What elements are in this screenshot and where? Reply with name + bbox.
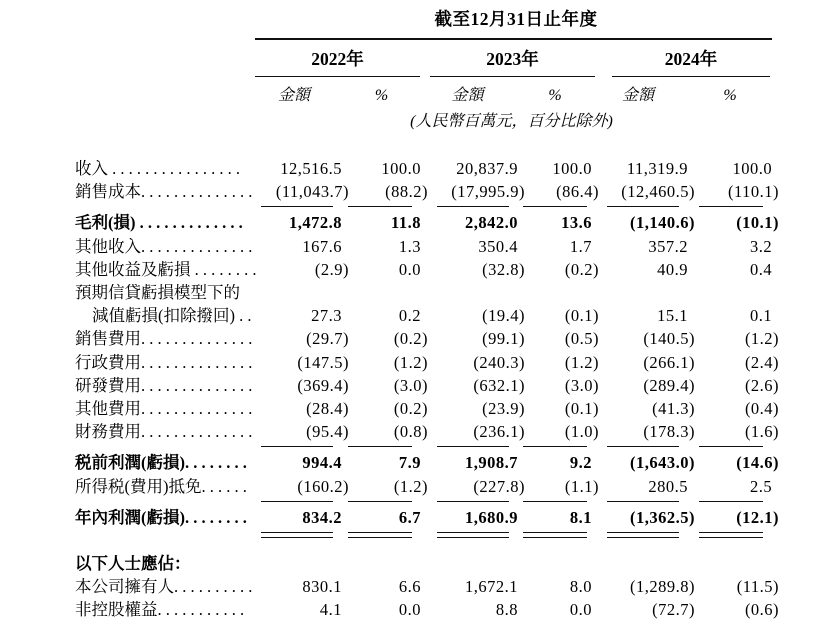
header-spacer <box>75 42 255 77</box>
percent-header-2023: % <box>548 87 562 104</box>
cell-2024-percent <box>693 506 780 529</box>
cell-2022-amount: 12,516.5 <box>280 159 342 178</box>
rule-cell <box>255 529 347 538</box>
negative-value: (41.3) <box>652 399 695 419</box>
cell-2022-percent <box>347 351 426 374</box>
cell-2023-percent: 1.7 <box>569 236 592 256</box>
cell-2022-amount: 834.2 <box>302 507 342 527</box>
cell-2024-percent <box>693 281 777 304</box>
document-page <box>0 6 835 620</box>
cell-2024-percent: 3.2 <box>749 236 773 256</box>
negative-value: (14.6) <box>736 453 780 473</box>
cell-2023-amount: 350.4 <box>478 236 518 256</box>
negative-value: (2.6) <box>744 375 780 395</box>
negative-value: (88.2) <box>385 182 428 202</box>
column-rule <box>437 501 509 502</box>
amount-header-2024: 金額 <box>621 87 654 104</box>
negative-value: (1.2) <box>564 352 599 372</box>
cell-2023-amount: 2,842.0 <box>465 213 518 233</box>
negative-value: (17,995.9) <box>451 182 525 202</box>
cell-2022-percent: 6.6 <box>398 577 421 597</box>
cell-2022-percent <box>347 281 426 304</box>
row-label: 其他收入. . . . . . . . . . . . . . <box>75 236 253 256</box>
cell-2022-percent: 0.0 <box>398 600 421 620</box>
cell-2023-percent: 0.0 <box>569 600 592 620</box>
cell-2023-percent <box>523 327 597 350</box>
cell-2024-amount <box>597 180 693 203</box>
rule-cell <box>597 443 693 451</box>
negative-value: (266.1) <box>643 352 695 372</box>
table-row <box>75 180 777 203</box>
row-label: 行政費用. . . . . . . . . . . . . . <box>75 352 253 372</box>
rule-cell <box>597 529 693 538</box>
cell-2024-amount <box>597 374 693 397</box>
unit-note-row <box>75 105 777 129</box>
cell-2024-amount <box>597 575 693 598</box>
row-label: 其他費用. . . . . . . . . . . . . . <box>75 399 253 419</box>
cell-2023-percent: 13.6 <box>561 213 592 233</box>
negative-value: (99.1) <box>482 329 525 349</box>
row-label: 銷售費用. . . . . . . . . . . . . . <box>75 329 253 349</box>
rule-cell <box>597 498 693 506</box>
cell-2022-amount <box>255 538 347 575</box>
header-spacer <box>255 105 347 129</box>
negative-value: (29.7) <box>306 329 349 349</box>
cell-2023-percent <box>523 397 597 420</box>
negative-value: (23.9) <box>482 399 525 419</box>
negative-value: (0.6) <box>744 600 780 620</box>
cell-2024-amount <box>597 327 693 350</box>
table-row <box>75 397 777 420</box>
table-header <box>75 6 777 157</box>
cell-2022-amount <box>255 351 347 374</box>
cell-2023-percent <box>523 420 597 443</box>
header-rule <box>255 38 772 40</box>
cell-2022-amount <box>255 397 347 420</box>
rule-cell <box>347 203 426 211</box>
cell-2023-amount <box>426 258 523 281</box>
column-rule <box>523 446 587 447</box>
column-rule <box>348 206 412 207</box>
negative-value: (3.0) <box>393 375 428 395</box>
rule-cell <box>523 203 597 211</box>
cell-2022-amount <box>255 327 347 350</box>
cell-2022-percent: 6.7 <box>398 507 421 527</box>
negative-value: (1.2) <box>393 476 428 496</box>
table-row <box>75 475 777 498</box>
table-row <box>75 157 777 180</box>
cell-2022-amount <box>255 420 347 443</box>
cell-2024-percent <box>693 420 780 443</box>
table-row <box>75 374 777 397</box>
negative-value: (1.6) <box>744 422 780 442</box>
cell-2023-percent <box>523 351 597 374</box>
cell-2023-percent: 9.2 <box>569 453 592 473</box>
negative-value: (12,460.5) <box>621 182 695 202</box>
negative-value: (240.3) <box>473 352 525 372</box>
rule-cell <box>426 498 523 506</box>
cell-2023-percent: 8.0 <box>569 577 592 597</box>
row-label: 研發費用. . . . . . . . . . . . . . <box>75 375 253 395</box>
table-row <box>75 304 777 327</box>
negative-value: (1,140.6) <box>630 213 695 233</box>
column-rule <box>607 501 679 502</box>
year-header-row <box>75 42 777 77</box>
negative-value: (1.0) <box>564 422 599 442</box>
cell-2023-amount <box>426 374 523 397</box>
cell-2024-percent <box>693 351 780 374</box>
negative-value: (160.2) <box>297 476 349 496</box>
rule-cell <box>693 529 777 538</box>
row-label: 非控股權益. . . . . . . . . . . <box>75 600 245 620</box>
row-label: 毛利(損) . . . . . . . . . . . . . <box>75 213 243 233</box>
table-row <box>75 451 777 474</box>
rule-cell <box>347 529 426 538</box>
negative-value: (3.0) <box>564 375 599 395</box>
rule-spacer <box>75 498 255 506</box>
negative-value: (1.2) <box>393 352 428 372</box>
cell-2024-amount: 11,319.9 <box>626 159 688 178</box>
cell-2024-amount: 357.2 <box>648 236 688 256</box>
column-rule <box>607 206 679 207</box>
amount-header-2023: 金額 <box>451 87 484 104</box>
rule-row <box>75 203 777 211</box>
cell-2024-percent <box>693 327 780 350</box>
rule-cell <box>255 203 347 211</box>
cell-2023-amount: 1,908.7 <box>465 453 518 473</box>
cell-2023-amount: 20,837.9 <box>456 159 518 178</box>
negative-value: (72.7) <box>652 600 695 620</box>
rule-spacer <box>75 443 255 451</box>
year-2022-cell <box>255 42 426 77</box>
unit-note-cell <box>410 105 613 130</box>
table-body <box>75 157 780 622</box>
column-rule <box>523 501 587 502</box>
cell-2024-percent <box>693 211 780 234</box>
negative-value: (32.8) <box>482 259 525 279</box>
table-row <box>75 506 777 529</box>
rule-cell <box>426 443 523 451</box>
cell-2023-percent <box>523 304 597 327</box>
column-rule <box>699 206 763 207</box>
header-spacer <box>75 77 255 105</box>
negative-value: (0.5) <box>564 329 599 349</box>
cell-2024-percent <box>693 451 780 474</box>
cell-2024-amount: 15.1 <box>657 306 688 326</box>
year-2022-label: 2022年 <box>255 42 420 77</box>
cell-2022-percent: 0.0 <box>398 259 421 279</box>
column-rule <box>523 206 587 207</box>
cell-2022-percent: 100.0 <box>381 159 421 178</box>
negative-value: (0.2) <box>564 259 599 279</box>
negative-value: (1,643.0) <box>630 453 695 473</box>
cell-2024-percent: 100.0 <box>732 159 773 178</box>
negative-value: (110.1) <box>728 182 780 202</box>
cell-2023-percent <box>523 475 597 498</box>
row-label: 其他收益及虧損 . . . . . . . . <box>75 259 257 279</box>
negative-value: (11,043.7) <box>275 182 349 202</box>
column-rule <box>261 501 333 502</box>
row-label: 本公司擁有人. . . . . . . . . . <box>75 577 253 597</box>
cell-2023-amount <box>426 304 523 327</box>
rule-cell <box>347 498 426 506</box>
rule-row <box>75 443 777 451</box>
negative-value: (236.1) <box>473 422 525 442</box>
table-row <box>75 235 777 258</box>
cell-2022-amount <box>255 258 347 281</box>
cell-2022-amount <box>255 180 347 203</box>
cell-2023-amount <box>426 538 523 575</box>
cell-2022-percent <box>347 538 426 575</box>
cell-2022-percent <box>347 475 426 498</box>
cell-2022-percent: 7.9 <box>398 453 421 473</box>
column-rule <box>261 446 333 447</box>
cell-2022-amount <box>255 374 347 397</box>
table-row <box>75 420 777 443</box>
cell-2022-percent <box>347 327 426 350</box>
cell-2024-percent: 0.4 <box>749 259 773 279</box>
cell-2023-amount <box>426 327 523 350</box>
negative-value: (0.2) <box>393 329 428 349</box>
row-label: 以下人士應佔： <box>75 554 191 574</box>
row-label: 所得税(費用)抵免. . . . . . <box>75 476 247 496</box>
period-title-row <box>75 6 777 38</box>
table-row <box>75 211 777 234</box>
cell-2022-percent <box>347 397 426 420</box>
row-label: 銷售成本. . . . . . . . . . . . . . <box>75 182 253 202</box>
negative-value: (147.5) <box>297 352 349 372</box>
cell-2024-percent: 2.5 <box>749 476 773 496</box>
rule-row <box>75 498 777 506</box>
row-label: 收入 . . . . . . . . . . . . . . . . <box>75 159 240 178</box>
negative-value: (2.4) <box>744 352 780 372</box>
negative-value: (2.9) <box>314 259 349 279</box>
negative-value: (178.3) <box>643 422 695 442</box>
cell-2023-percent <box>523 180 597 203</box>
column-rule <box>699 446 763 447</box>
cell-2024-percent <box>693 180 780 203</box>
cell-2022-amount: 994.4 <box>302 453 342 473</box>
rule-spacer <box>75 203 255 211</box>
cell-2024-percent <box>693 598 780 621</box>
cell-2022-amount <box>255 281 347 304</box>
column-rule <box>699 501 763 502</box>
unit-note: (人民幣百萬元，百分比除外) <box>410 113 613 130</box>
header-spacer <box>75 6 255 38</box>
negative-value: (1.1) <box>564 476 599 496</box>
rule-cell <box>255 443 347 451</box>
cell-2022-amount: 27.3 <box>311 306 342 326</box>
column-rule <box>348 446 412 447</box>
cell-2024-percent <box>693 575 780 598</box>
rule-cell <box>693 498 777 506</box>
row-label: 預期信貸虧損模型下的 <box>75 283 240 303</box>
rule-cell <box>426 529 523 538</box>
cell-2024-amount <box>597 538 693 575</box>
percent-header-2024: % <box>723 87 737 104</box>
cell-2023-amount <box>426 180 523 203</box>
negative-value: (0.2) <box>393 399 428 419</box>
negative-value: (86.4) <box>556 182 599 202</box>
column-rule <box>437 206 509 207</box>
negative-value: (12.1) <box>736 507 780 527</box>
cell-2023-amount: 8.8 <box>495 600 518 620</box>
amount-header-2022: 金額 <box>277 87 310 104</box>
subheader-row <box>75 77 777 105</box>
table-row <box>75 538 777 575</box>
year-2024-label: 2024年 <box>612 42 770 77</box>
cell-2023-amount <box>426 475 523 498</box>
header-spacer <box>75 105 255 129</box>
financial-summary-table <box>75 6 780 622</box>
rule-cell <box>255 498 347 506</box>
year-2024-cell <box>597 42 777 77</box>
rule-cell <box>693 443 777 451</box>
cell-2024-amount <box>597 397 693 420</box>
cell-2024-amount <box>597 281 693 304</box>
cell-2022-percent <box>347 420 426 443</box>
negative-value: (0.8) <box>393 422 428 442</box>
cell-2023-percent <box>523 258 597 281</box>
negative-value: (1,289.8) <box>630 577 695 597</box>
cell-2023-amount: 1,680.9 <box>465 507 518 527</box>
table-row <box>75 351 777 374</box>
cell-2024-percent <box>693 538 777 575</box>
cell-2023-amount <box>426 351 523 374</box>
negative-value: (11.5) <box>736 577 780 597</box>
negative-value: (1.2) <box>744 329 780 349</box>
cell-2024-percent <box>693 374 780 397</box>
cell-2023-amount <box>426 420 523 443</box>
cell-2024-percent <box>693 397 780 420</box>
rule-cell <box>523 529 597 538</box>
cell-2022-percent: 1.3 <box>398 236 421 256</box>
cell-2023-percent <box>523 538 597 575</box>
negative-value: (289.4) <box>643 375 695 395</box>
cell-2022-amount <box>255 475 347 498</box>
negative-value: (10.1) <box>736 213 780 233</box>
cell-2023-percent: 8.1 <box>569 507 592 527</box>
rule-cell <box>693 203 777 211</box>
double-rule-row <box>75 529 777 538</box>
cell-2022-amount: 1,472.8 <box>289 213 342 233</box>
column-rule <box>261 206 333 207</box>
table-row <box>75 327 777 350</box>
negative-value: (28.4) <box>306 399 349 419</box>
column-rule <box>348 501 412 502</box>
cell-2023-percent <box>523 374 597 397</box>
cell-2022-percent <box>347 374 426 397</box>
cell-2023-percent: 100.0 <box>552 159 592 178</box>
row-label: 年內利潤(虧損). . . . . . . . <box>75 507 247 527</box>
negative-value: (227.8) <box>473 476 525 496</box>
cell-2024-amount <box>597 420 693 443</box>
negative-value: (369.4) <box>297 375 349 395</box>
cell-2022-percent <box>347 180 426 203</box>
column-rule <box>607 446 679 447</box>
cell-2022-percent: 0.2 <box>398 306 421 326</box>
negative-value: (140.5) <box>643 329 695 349</box>
rule-cell <box>347 443 426 451</box>
percent-header-2022: % <box>374 87 389 104</box>
negative-value: (0.1) <box>564 399 599 419</box>
row-label: 税前利潤(虧損). . . . . . . . <box>75 453 247 473</box>
cell-2023-amount <box>426 281 523 304</box>
cell-2024-percent: 0.1 <box>749 306 773 326</box>
cell-2024-amount: 40.9 <box>657 259 688 279</box>
negative-value: (95.4) <box>306 422 349 442</box>
cell-2024-amount <box>597 351 693 374</box>
column-rule <box>437 446 509 447</box>
cell-2022-amount: 167.6 <box>302 236 342 256</box>
row-label: 財務費用. . . . . . . . . . . . . . <box>75 422 253 442</box>
table-row <box>75 281 777 304</box>
year-2023-label: 2023年 <box>430 42 595 77</box>
cell-2024-amount <box>597 506 693 529</box>
row-label: 減值虧損(扣除撥回) . . <box>92 306 252 326</box>
cell-2024-amount <box>597 451 693 474</box>
spacer-row <box>75 129 777 157</box>
rule-cell <box>597 203 693 211</box>
negative-value: (632.1) <box>473 375 525 395</box>
negative-value: (0.4) <box>744 399 780 419</box>
cell-2023-amount: 1,672.1 <box>465 577 518 597</box>
year-2023-cell <box>426 42 597 77</box>
negative-value: (0.1) <box>564 306 599 326</box>
negative-value: (19.4) <box>482 306 525 326</box>
table-row <box>75 258 777 281</box>
table-row <box>75 598 777 621</box>
rule-spacer <box>75 529 255 538</box>
rule-cell <box>523 443 597 451</box>
cell-2024-amount <box>597 211 693 234</box>
cell-2024-amount: 280.5 <box>648 476 688 496</box>
cell-2022-amount: 4.1 <box>319 600 342 620</box>
negative-value: (1,362.5) <box>630 507 695 527</box>
header-spacer <box>693 105 777 129</box>
spacer-cell <box>75 129 777 157</box>
period-title: 截至12月31日止年度 <box>434 9 598 29</box>
rule-cell <box>523 498 597 506</box>
cell-2023-percent <box>523 281 597 304</box>
rule-cell <box>426 203 523 211</box>
cell-2024-amount <box>597 598 693 621</box>
cell-2023-amount <box>426 397 523 420</box>
cell-2022-percent: 11.8 <box>391 213 421 233</box>
table-row <box>75 575 777 598</box>
cell-2022-amount: 830.1 <box>302 577 342 597</box>
